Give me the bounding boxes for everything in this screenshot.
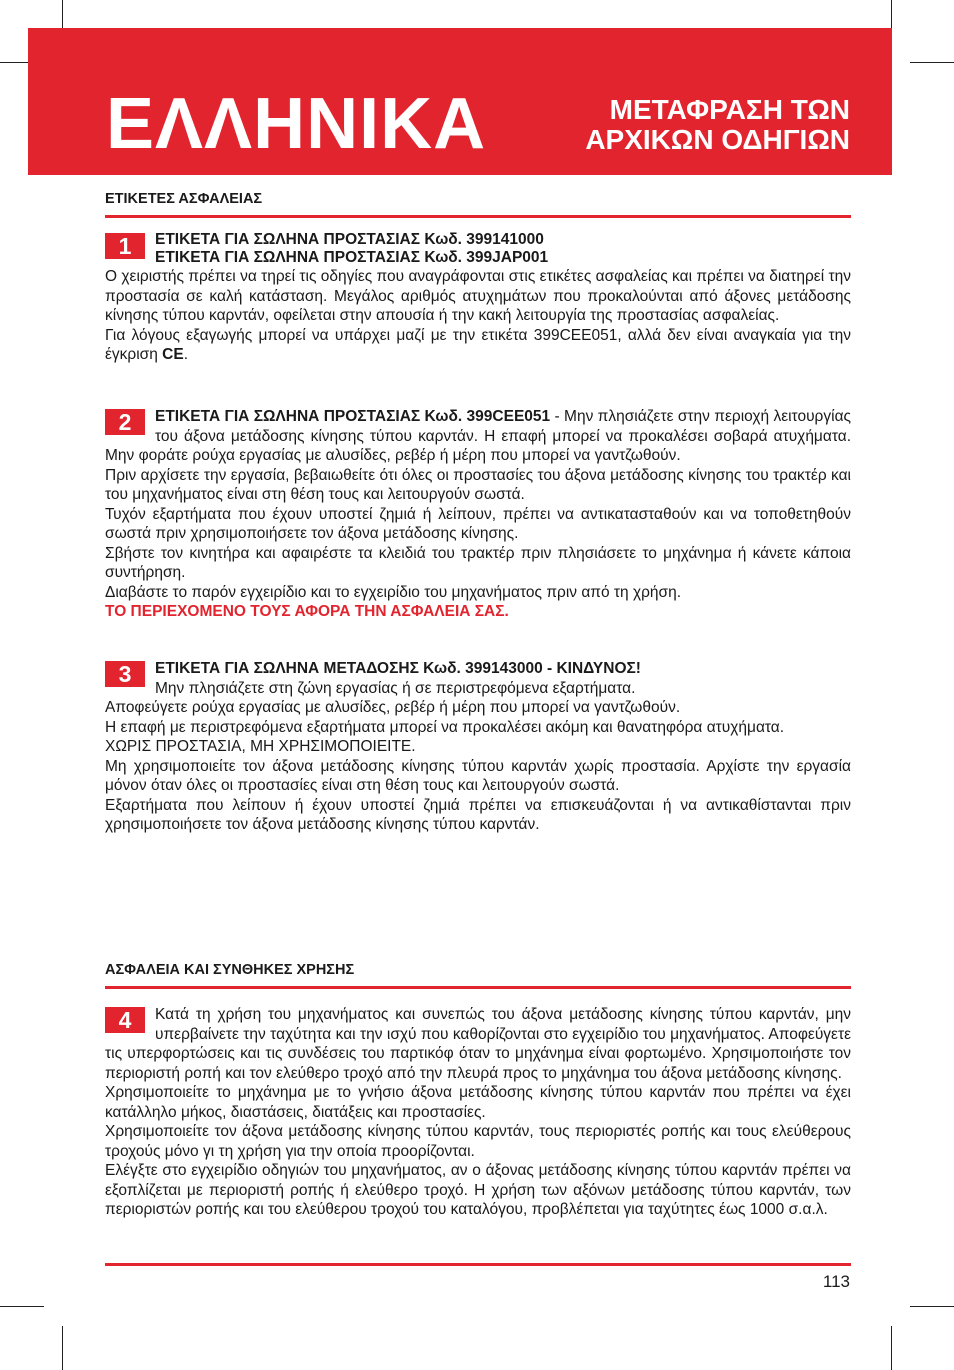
item-number-badge: 1 (105, 233, 145, 259)
label-item-3 (105, 659, 851, 835)
item-title: ΕΤΙΚΕΤΑ ΓΙΑ ΣΩΛΗΝΑ ΠΡΟΣΤΑΣΙΑΣ Κωδ. 399141000 (155, 231, 544, 248)
header-banner (28, 28, 892, 175)
page-number: 113 (822, 1272, 850, 1291)
label-item-1 (105, 231, 851, 365)
paragraph: Τυχόν εξαρτήματα που έχουν υποστεί ζημιά ή λείπουν, πρέπει να αντικατασταθούν και να τοποθετηθούν σωστά πριν χρησιμοποιήσετε τον άξονα μετάδοσης κίνησης. (105, 505, 851, 542)
item-title: ΕΤΙΚΕΤΑ ΓΙΑ ΣΩΛΗΝΑ ΜΕΤΑΔΟΣΗΣ Κωδ. 399143000 - ΚΙΝΔΥΝΟΣ! (155, 660, 641, 677)
paragraph: Αποφεύγετε ρούχα εργασίας με αλυσίδες, ρεβέρ ή μέρη που μπορεί να γαντζωθούν. (105, 699, 681, 716)
subtitle-line: ΑΡΧΙΚΩΝ ΟΔΗΓΙΩΝ (585, 124, 850, 155)
crop-mark (910, 62, 954, 63)
label-item-2 (105, 407, 851, 622)
crop-mark (910, 1306, 954, 1307)
page-subtitle (585, 95, 850, 155)
paragraph: Ελέγξτε στο εγχειρίδιο οδηγιών του μηχανήματος, αν ο άξονας μετάδοσης κίνησης τύπου καρντάν πρέπει να εξοπλίζεται με περιοριστή ροπής ή ελεύθερο τροχό. Η χρήση των αξόνων μετάδοσης τύπου καρντάν, των περιοριστών ροπής και του ελεύθερου τροχού του καταλόγου, προβλέπεται για ταχύτητες έως 1000 σ.α.λ. (105, 1162, 851, 1218)
paragraph: Πριν αρχίσετε την εργασία, βεβαιωθείτε ότι όλες οι προστασίες του άξονα μετάδοσης κίνησης του τρακτέρ και του μηχανήματος είναι στη θέση τους και λειτουργούν σωστά. (105, 466, 851, 503)
paragraph: Για λόγους εξαγωγής μπορεί να υπάρχει μαζί με την ετικέτα 399CEE051, αλλά δεν είναι αναγκαία για την έγκριση CE. (105, 326, 851, 363)
page-title: ΕΛΛΗΝΙΚΑ (106, 84, 487, 164)
paragraph-text: Για λόγους εξαγωγής μπορεί να υπάρχει μαζί με την ετικέτα 399CEE051, αλλά δεν είναι αναγκαία για την έγκριση (105, 326, 851, 363)
item-number-badge: 2 (105, 409, 145, 435)
crop-mark (62, 1326, 63, 1370)
paragraph: Σβήστε τον κινητήρα και αφαιρέστε τα κλειδιά του τρακτέρ πριν πλησιάσετε το μηχάνημα ή κάνετε κάποια συντήρηση. (105, 544, 851, 581)
subtitle-line: ΜΕΤΑΦΡΑΣΗ ΤΩΝ (609, 94, 850, 125)
safety-warning: ΤΟ ΠΕΡΙΕΧΟΜΕΝΟ ΤΟΥΣ ΑΦΟΡΑ ΤΗΝ ΑΣΦΑΛΕΙΑ ΣΑΣ. (105, 603, 509, 620)
paragraph: Διαβάστε το παρόν εγχειρίδιο και το εγχειρίδιο του μηχανήματος πριν από τη χρήση. (105, 583, 682, 601)
section-divider (105, 215, 851, 218)
label-item-4 (105, 1005, 851, 1220)
crop-mark (891, 1326, 892, 1370)
paragraph: Κατά τη χρήση του μηχανήματος και συνεπώς του άξονα μετάδοσης κίνησης τύπου καρντάν, μην υπερβαίνετε την ταχύτητα και την ισχύ που καθορίζονται στο εγχειρίδιο του μηχανήματος. Αποφεύγετε τις υπερφορτώσεις και τις συνδέσεις του παρτικόφ όταν το μηχάνημα είναι φορτωμένο. Χρησιμοποιήστε τον περιοριστή ροπή και τον ελεύθερο τροχό από την πλευρά προς το μηχάνημα του άξονα μετάδοσης κίνησης. (105, 1006, 851, 1082)
ce-mark: CE (162, 346, 184, 363)
section-heading-safety-labels: ΕΤΙΚΕΤΕΣ ΑΣΦΑΛΕΙΑΣ (105, 191, 263, 207)
section-heading-safety-use: ΑΣΦΑΛΕΙΑ ΚΑΙ ΣΥΝΘΗΚΕΣ ΧΡΗΣΗΣ (105, 962, 355, 978)
item-number-badge: 3 (105, 661, 145, 687)
section-divider (105, 986, 851, 989)
crop-mark (0, 1306, 44, 1307)
paragraph: Εξαρτήματα που λείπουν ή έχουν υποστεί ζημιά πρέπει να επισκευάζονται ή να αντικαθίστανται πριν χρησιμοποιήσετε τον άξονα μετάδοσης κίνησης τύπου καρντάν. (105, 796, 851, 833)
footer-divider (105, 1263, 851, 1266)
item-title: ΕΤΙΚΕΤΑ ΓΙΑ ΣΩΛΗΝΑ ΠΡΟΣΤΑΣΙΑΣ Κωδ. 399CEE051 (155, 408, 551, 425)
paragraph: Χρησιμοποιείτε το μηχάνημα με το γνήσιο άξονα μετάδοσης κίνησης τύπου καρντάν που πρέπει να έχει κατάλληλο μήκος, διαστάσεις, διατάξεις και προστασίες. (105, 1084, 851, 1121)
paragraph: Χρησιμοποιείτε τον άξονα μετάδοσης κίνησης τύπου καρντάν, τους περιοριστές ροπής και τους ελεύθερους τροχούς μόνο γι τη χρήση για την οποία προορίζονται. (105, 1123, 851, 1160)
paragraph: Η επαφή με περιστρεφόμενα εξαρτήματα μπορεί να προκαλέσει ακόμη και θανατηφόρα ατυχήματα. (105, 718, 785, 736)
paragraph: Μην πλησιάζετε στη ζώνη εργασίας ή σε περιστρεφόμενα εξαρτήματα. (155, 679, 636, 697)
paragraph: Ο χειριστής πρέπει να τηρεί τις οδηγίες που αναγράφονται στις ετικέτες ασφαλείας και πρέπει να διατηρεί την προστασία σε καλή κατάσταση. Μεγάλος αριθμός ατυχημάτων που προκαλούνται από άξονες μετάδοσης κίνησης τύπου καρντάν, οφείλεται στην απουσία ή την κακή λειτουργία της προστασίας ασφαλείας. (105, 268, 851, 324)
paragraph (105, 407, 851, 466)
item-number-badge: 4 (105, 1007, 145, 1033)
item-title: ΕΤΙΚΕΤΑ ΓΙΑ ΣΩΛΗΝΑ ΠΡΟΣΤΑΣΙΑΣ Κωδ. 399JAP001 (155, 249, 549, 266)
paragraph-text: - Μην πλησιάζετε στην περιοχή λειτουργίας του άξονα μετάδοσης κίνησης τύπου καρντάν. Η επαφή μπορεί να προκαλέσει σοβαρά ατυχήματα. Μην φοράτε ρούχα εργασίας με αλυσίδες, ρεβέρ ή μέρη που μπορεί να γαντζωθούν. (105, 408, 851, 464)
paragraph: Μη χρησιμοποιείτε τον άξονα μετάδοσης κίνησης τύπου καρντάν χωρίς προστασία. Αρχίστε την εργασία μόνον όταν όλες οι προστασίες είναι στη θέση τους και λειτουργούν σωστά. (105, 757, 851, 794)
paragraph: ΧΩΡΙΣ ΠΡΟΣΤΑΣΙΑ, ΜΗ ΧΡΗΣΙΜΟΠΟΙΕΙΤΕ. (105, 738, 416, 755)
